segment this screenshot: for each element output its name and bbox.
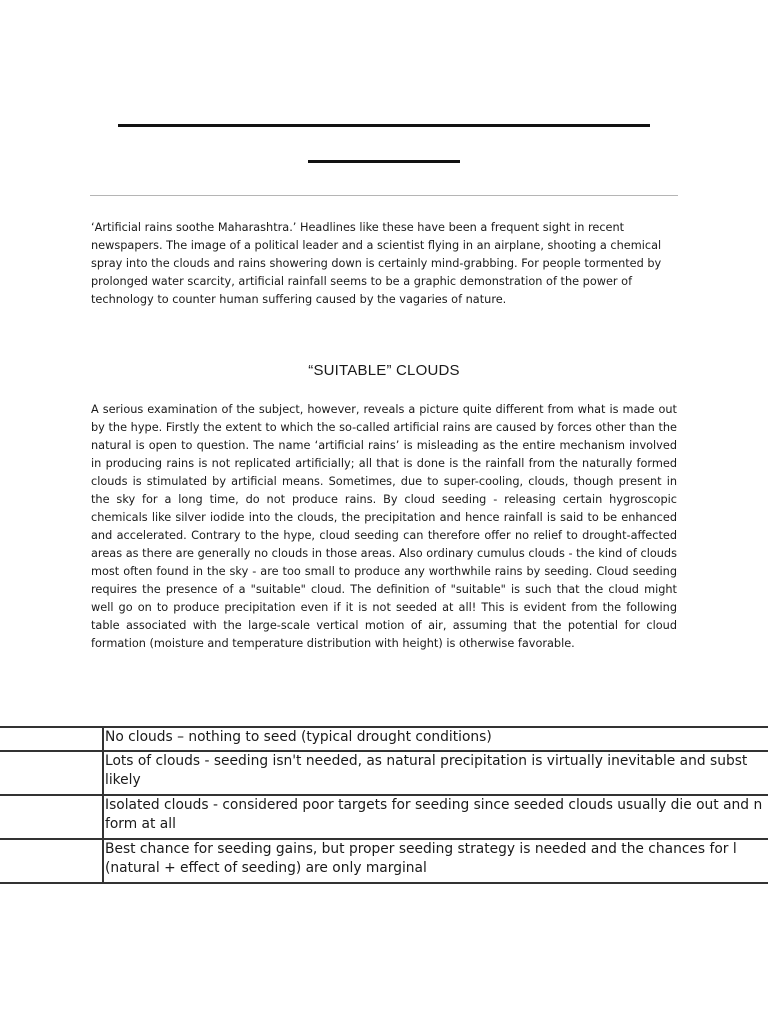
intro-paragraph: ‘Artificial rains soothe Maharashtra.’ Headlines like these have been a frequent sight in recent newspapers. The image of a political leader and a scientist flying in an airplane, shooting a chemical spray into the clouds and rains showering down is certainly mind-grabbing. For people tormented by prolonged water scarcity, artificial rainfall seems to be a graphic demonstration of the power of technology to counter human suffering caused by the vagaries of nature.: [91, 221, 662, 306]
cloud-seeding-table: [0, 726, 768, 884]
cell-line: Isolated clouds - considered poor targets for seeding since seeded clouds usually die out and n: [105, 797, 763, 813]
body-paragraph: A serious examination of the subject, however, reveals a picture quite different from what is made out by the hype. Firstly the extent to which the so-called artificial rains are caused by forces other than the natural is open to question. The name ‘artificial rains’ is misleading as the entire mechanism involved in producing rains is not replicated artificially; all that is done is the rainfall from the naturally formed clouds is stimulated by artificial means. Sometimes, due to super-cooling, clouds, though present in the sky for a long time, do not produce rains. By cloud seeding - releasing certain hygroscopic chemicals like silver iodide into the clouds, the precipitation and hence rainfall is said to be enhanced and accelerated. Contrary to the hype, cloud seeding can therefore offer no relief to drought-affected areas as there are generally no clouds in those areas. Also ordinary cumulus clouds - the kind of clouds most often found in the sky - are too small to produce any worthwhile rains by seeding. Cloud seeding requires the presence of a "suitable" cloud. The definition of "suitable" is such that the cloud might well go on to produce precipitation even if it is not seeded at all! This is evident from the following table associated with the large-scale vertical motion of air, assuming that the potential for cloud formation (moisture and temperature distribution with height) is otherwise favorable.: [91, 403, 677, 650]
table-row: [0, 795, 768, 839]
title-rule-long: [118, 124, 650, 127]
table-row: [0, 727, 768, 751]
cell-line: (natural + effect of seeding) are only marginal: [105, 859, 427, 876]
header-divider: [90, 195, 678, 196]
cell-line: Lots of clouds - seeding isn't needed, as natural precipitation is virtually inevitable and subst: [105, 753, 748, 769]
table-cell-description: [103, 727, 768, 751]
title-rule-short: [308, 160, 460, 163]
table-cell-label: [0, 751, 103, 795]
cell-line: likely: [105, 771, 141, 788]
table-cell-description: [103, 839, 768, 883]
table-cell-label: [0, 795, 103, 839]
table-cell-description: [103, 795, 768, 839]
section-heading: “SUITABLE” CLOUDS: [308, 362, 460, 379]
cell-line: form at all: [105, 815, 176, 832]
cell-line: Best chance for seeding gains, but proper seeding strategy is needed and the chances for l: [105, 841, 737, 857]
table-row: [0, 751, 768, 795]
cell-line: No clouds – nothing to seed (typical drought conditions): [105, 729, 492, 745]
table-cell-label: [0, 727, 103, 751]
table-cell-description: [103, 751, 768, 795]
table-row: [0, 839, 768, 883]
table-cell-label: [0, 839, 103, 883]
